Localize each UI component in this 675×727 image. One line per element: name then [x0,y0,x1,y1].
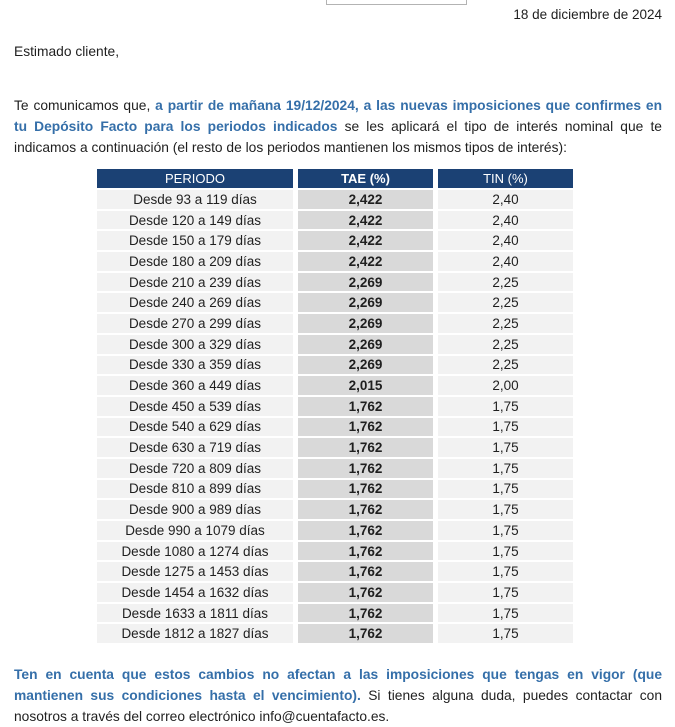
period-cell: Desde 540 a 629 días [97,418,293,437]
table-row [97,273,573,292]
tae-cell: 1,762 [298,604,433,623]
tae-cell: 1,762 [298,542,433,561]
period-cell: Desde 270 a 299 días [97,314,293,333]
table-row [97,293,573,312]
table-header-row [97,169,573,188]
rate-table [92,167,578,645]
tae-cell: 1,762 [298,397,433,416]
table-row [97,376,573,395]
tae-cell: 1,762 [298,480,433,499]
period-cell: Desde 240 a 269 días [97,293,293,312]
tae-cell: 1,762 [298,624,433,643]
table-row [97,624,573,643]
tae-cell: 2,422 [298,211,433,230]
period-cell: Desde 450 a 539 días [97,397,293,416]
tin-cell: 2,25 [438,314,573,333]
period-cell: Desde 630 a 719 días [97,438,293,457]
tin-cell: 1,75 [438,480,573,499]
table-row [97,500,573,519]
period-cell: Desde 1275 a 1453 días [97,562,293,581]
email-text: info@cuentafacto.es [259,708,386,724]
table-row [97,314,573,333]
tae-cell: 2,422 [298,190,433,209]
period-cell: Desde 1812 a 1827 días [97,624,293,643]
tae-cell: 2,269 [298,314,433,333]
table-row [97,418,573,437]
tae-cell: 2,269 [298,273,433,292]
footer-highlight: Ten en cuenta que estos cambios no afectan a las imposiciones que tengas en vigor (que mantienen sus condiciones hasta el vencimiento). [14,666,662,703]
tin-cell: 1,75 [438,397,573,416]
cropped-logo-box [326,0,467,5]
period-cell: Desde 300 a 329 días [97,335,293,354]
period-cell: Desde 1080 a 1274 días [97,542,293,561]
tin-cell: 2,40 [438,231,573,250]
tae-cell: 2,269 [298,356,433,375]
letter-date: 18 de diciembre de 2024 [513,7,662,22]
table-row [97,438,573,457]
period-cell: Desde 180 a 209 días [97,252,293,271]
table-row [97,190,573,209]
table-row [97,335,573,354]
table-row [97,604,573,623]
period-cell: Desde 1633 a 1811 días [97,604,293,623]
period-cell: Desde 360 a 449 días [97,376,293,395]
tin-cell: 1,75 [438,624,573,643]
period-cell: Desde 210 a 239 días [97,273,293,292]
period-cell: Desde 150 a 179 días [97,231,293,250]
tin-cell: 2,40 [438,252,573,271]
period-cell: Desde 120 a 149 días [97,211,293,230]
tin-cell: 1,75 [438,521,573,540]
tin-cell: 2,25 [438,335,573,354]
header-periodo: PERIODO [97,169,293,188]
table-row [97,521,573,540]
header-tae: TAE (%) [298,169,433,188]
tin-cell: 1,75 [438,459,573,478]
intro-paragraph [14,95,662,158]
tae-cell: 1,762 [298,438,433,457]
tae-cell: 1,762 [298,418,433,437]
table-row [97,480,573,499]
tin-cell: 2,25 [438,293,573,312]
footer-paragraph [14,664,662,727]
tae-cell: 2,269 [298,293,433,312]
period-cell: Desde 720 a 809 días [97,459,293,478]
tin-cell: 1,75 [438,604,573,623]
period-cell: Desde 810 a 899 días [97,480,293,499]
tin-cell: 1,75 [438,562,573,581]
tin-cell: 2,40 [438,211,573,230]
tin-cell: 1,75 [438,438,573,457]
tae-cell: 1,762 [298,583,433,602]
table-row [97,397,573,416]
period-cell: Desde 990 a 1079 días [97,521,293,540]
table-row [97,542,573,561]
tin-cell: 2,25 [438,273,573,292]
period-cell: Desde 93 a 119 días [97,190,293,209]
tae-cell: 1,762 [298,459,433,478]
header-tin: TIN (%) [438,169,573,188]
table-row [97,252,573,271]
tin-cell: 1,75 [438,418,573,437]
table-row [97,356,573,375]
intro-text-end: se les aplicará el tipo de interés nominal que te indicamos a continuación (el resto de los periodos mantienen los mismos tipos de interés): [14,118,662,155]
tae-cell: 1,762 [298,500,433,519]
intro-highlight: a partir de mañana 19/12/2024, a las nuevas imposiciones que confirmes en tu Depósito Facto para los periodos indicados [14,97,663,134]
tin-cell: 2,00 [438,376,573,395]
tae-cell: 1,762 [298,521,433,540]
tin-cell: 1,75 [438,542,573,561]
period-cell: Desde 330 a 359 días [97,356,293,375]
footer-text: Si tienes alguna duda, puedes contactar con nosotros a través del correo electrónico [14,687,662,724]
rate-table-body [97,190,573,643]
intro-text-start: Te comunicamos que, [14,97,156,113]
table-row [97,583,573,602]
tin-cell: 1,75 [438,500,573,519]
footer-period: . [385,708,390,724]
period-cell: Desde 900 a 989 días [97,500,293,519]
tae-cell: 2,269 [298,335,433,354]
tae-cell: 2,015 [298,376,433,395]
tae-cell: 2,422 [298,231,433,250]
tin-cell: 1,75 [438,583,573,602]
period-cell: Desde 1454 a 1632 días [97,583,293,602]
salutation: Estimado cliente, [14,44,120,59]
table-row [97,562,573,581]
table-row [97,459,573,478]
tae-cell: 1,762 [298,562,433,581]
table-row [97,231,573,250]
table-row [97,211,573,230]
tin-cell: 2,40 [438,190,573,209]
tin-cell: 2,25 [438,356,573,375]
tae-cell: 2,422 [298,252,433,271]
